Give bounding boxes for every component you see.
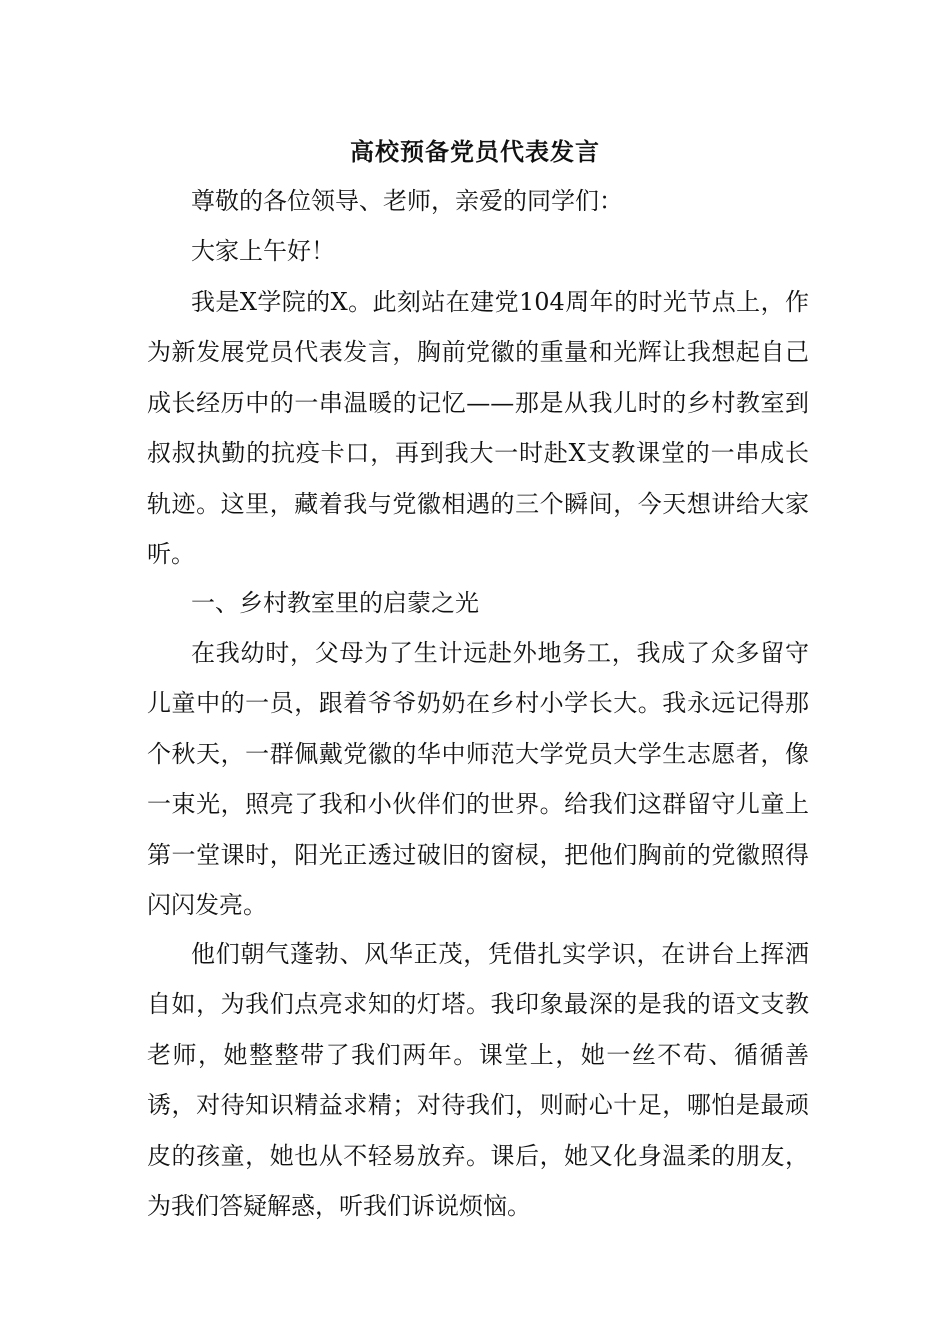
body-paragraph-2: 他们朝气蓬勃、风华正茂，凭借扎实学识，在讲台上挥洒自如，为我们点亮求知的灯塔。我印象最深的是我的语文支教老师，她整整带了我们两年。课堂上，她一丝不苟、循循善诱，对待知识精益求精；对待我们，则耐心十足，哪怕是最顽皮的孩童，她也从不轻易放弃。课后，她又化身温柔的朋友，为我们答疑解惑，听我们诉说烦恼。 — [147, 940, 809, 1221]
section-heading-1: 一、乡村教室里的启蒙之光 — [191, 589, 479, 617]
document-title: 高校预备党员代表发言 — [350, 137, 600, 166]
greeting-paragraph: 尊敬的各位领导、老师，亲爱的同学们： — [191, 187, 623, 215]
intro-paragraph: 我是X学院的X。此刻站在建党104周年的时光节点上，作为新发展党员代表发言，胸前党徽的重量和光辉让我想起自己成长经历中的一串温暖的记忆——那是从我儿时的乡村教室到叔叔执勤的抗疫卡口，再到我大一时赴X支教课堂的一串成长轨迹。这里，藏着我与党徽相遇的三个瞬间，今天想讲给大家听。 — [147, 288, 809, 569]
salutation-paragraph: 大家上午好！ — [191, 237, 335, 265]
body-paragraph-1: 在我幼时，父母为了生计远赴外地务工，我成了众多留守儿童中的一员，跟着爷爷奶奶在乡村小学长大。我永远记得那个秋天，一群佩戴党徽的华中师范大学党员大学生志愿者，像一束光，照亮了我和小伙伴们的世界。给我们这群留守儿童上第一堂课时，阳光正透过破旧的窗棂，把他们胸前的党徽照得闪闪发亮。 — [147, 639, 809, 920]
